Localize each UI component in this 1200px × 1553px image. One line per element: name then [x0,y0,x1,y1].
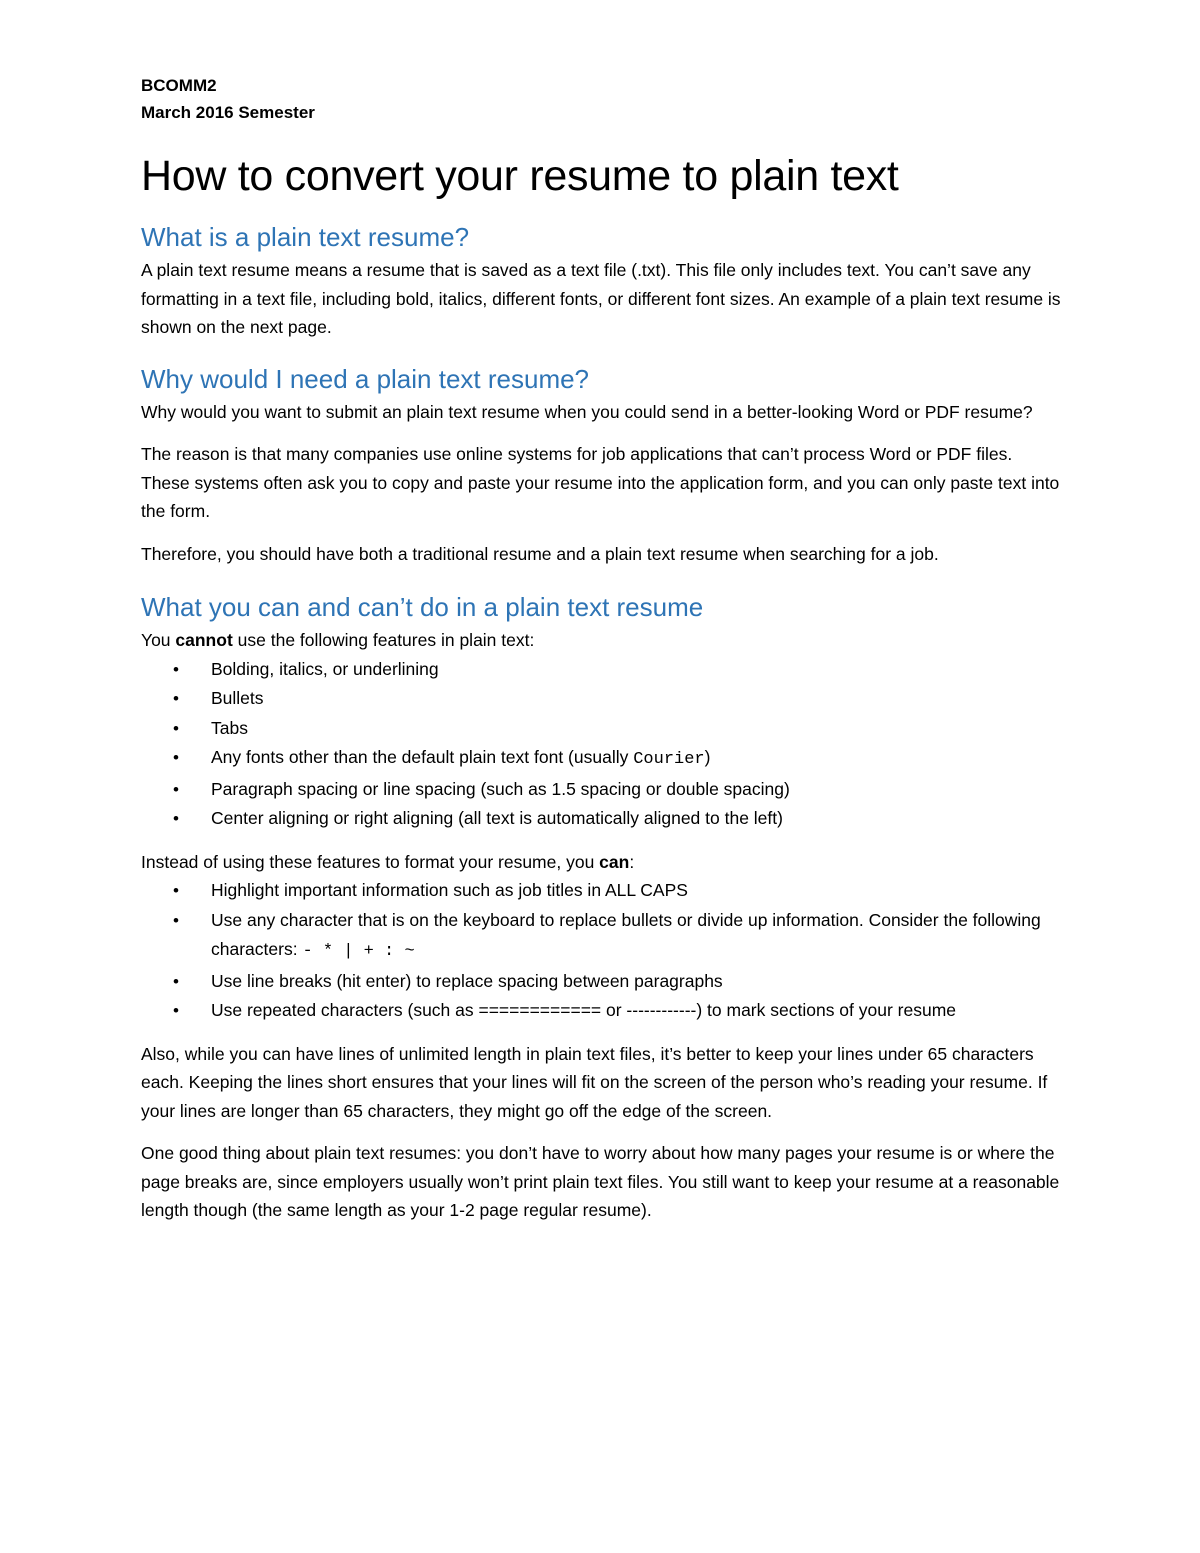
page-title: How to convert your resume to plain text [141,152,899,200]
list-item: • Use line breaks (hit enter) to replace spacing between paragraphs [141,967,1061,997]
semester-label: March 2016 Semester [141,103,315,122]
paragraph-why-3: Therefore, you should have both a traditional resume and a plain text resume when searching for a job. [141,543,939,564]
list-item: • Any fonts other than the default plain text font (usually Courier) [141,743,1061,775]
cannot-emphasis: cannot [175,630,233,650]
bullet-icon: • [173,748,179,767]
paragraph-what-is: A plain text resume means a resume that is saved as a text file (.txt). This file only includes text. You can’t save any formatting in a text file, including bold, italics, different fonts, or different font sizes. An example of a plain text resume is shown on the next page. [141,260,1061,337]
paragraph-page-length: One good thing about plain text resumes: you don’t have to worry about how many pages your resume is or where the page breaks are, since employers usually won’t print plain text files. You still want to keep your resume at a reasonable length though (the same length as your 1-2 page regular resume). [141,1143,1060,1220]
cannot-intro: You cannot use the following features in plain text: [141,630,535,650]
bullet-icon: • [173,689,179,708]
bullet-icon: • [173,971,179,991]
character-sample: - * | + : ~ [302,942,415,961]
can-intro: Instead of using these features to format your resume, you can: [141,851,635,872]
list-item: • Tabs [141,714,1061,744]
list-item: • Use any character that is on the keyboard to replace bullets or divide up information. Consider the following characters: - * | + : ~ [141,906,1061,967]
courier-sample: Courier [633,750,705,769]
paragraph-why-2: The reason is that many companies use online systems for job applications that can’t process Word or PDF files. These systems often ask you to copy and paste your resume into the application form, and you can only paste text into the form. [141,444,1060,521]
paragraph-line-length: Also, while you can have lines of unlimited length in plain text files, it’s better to keep your lines under 65 characters each. Keeping the lines short ensures that your lines will fit on the screen of the person who’s reading your resume. If your lines are longer than 65 characters, they might go off the edge of the screen. [141,1043,1048,1121]
list-item: • Bolding, italics, or underlining [141,655,1061,685]
heading-what-is: What is a plain text resume? [141,222,470,252]
paragraph-why-1: Why would you want to submit an plain text resume when you could send in a better-looking Word or PDF resume? [141,401,1033,422]
list-item: • Bullets [141,684,1061,714]
heading-why: Why would I need a plain text resume? [141,363,590,394]
list-item: • Use repeated characters (such as ============ or ------------) to mark sections of your resume [141,996,1061,1026]
cannot-list [141,655,1061,834]
list-item: • Center aligning or right aligning (all text is automatically aligned to the left) [141,804,1061,834]
bullet-icon: • [173,1001,179,1020]
list-item: • Paragraph spacing or line spacing (such as 1.5 spacing or double spacing) [141,775,1061,805]
bullet-icon: • [173,809,179,828]
list-item: • Highlight important information such as job titles in ALL CAPS [141,876,1061,906]
bullet-icon: • [173,910,179,930]
heading-can-cant: What you can and can’t do in a plain text resume [141,592,704,622]
bullet-icon: • [173,718,179,738]
bullet-icon: • [173,881,179,900]
bullet-icon: • [173,659,179,679]
course-code: BCOMM2 [141,76,217,95]
bullet-icon: • [173,779,179,799]
can-list [141,876,1061,1026]
can-emphasis: can [599,851,630,872]
document-page [141,72,1061,1225]
